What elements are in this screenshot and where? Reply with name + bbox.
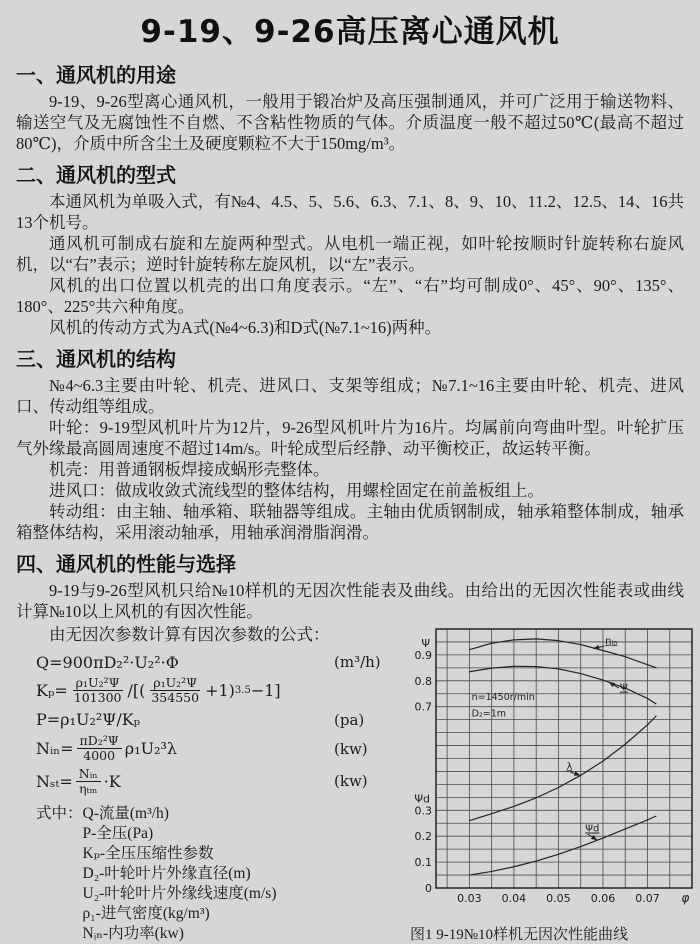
svg-text:n=1450r/min: n=1450r/min xyxy=(471,692,535,704)
formula-unit: (kw) xyxy=(334,772,368,791)
formula-motor-power: Nₛₜ= $\frac{\text{Nᵢₙ}}{\text{ηₜₘ}}$ ·K (kw) xyxy=(36,767,400,797)
svg-text:0.03: 0.03 xyxy=(457,892,482,905)
formula-column xyxy=(16,624,400,944)
section-3-paragraph: 进风口：做成收敛式流线型的整体结构，用螺栓固定在前盖板组上。 xyxy=(49,481,544,500)
svg-text:Ψd: Ψd xyxy=(414,792,430,806)
symbol-definition: Q-流量(m³/h) xyxy=(82,805,169,823)
formula-unit: (m³/h) xyxy=(334,653,381,671)
svg-text:0.07: 0.07 xyxy=(635,892,660,905)
fraction: $\frac{\text{ρ₁U₂²Ψ}}{101300}$ xyxy=(73,675,122,706)
section-3-paragraph: 机壳：用普通钢板焊接成蜗形壳整体。 xyxy=(49,460,330,479)
section-2-paragraph: 本通风机为单吸入式，有№4、4.5、5、5.6、6.3、7.1、8、9、10、11.2、12.5、14、16共13个机号。 xyxy=(16,192,684,232)
svg-text:0.3: 0.3 xyxy=(414,804,432,818)
page-title: 9-19、9-26高压离心通风机 xyxy=(140,14,560,50)
svg-text:0.1: 0.1 xyxy=(414,856,432,870)
symbol-definition: P-全压(Pa) xyxy=(82,825,154,843)
formula-list xyxy=(36,651,400,796)
section-4-heading: 四、通风机的性能与选择 xyxy=(16,552,236,576)
section-2-paragraph: 风机的出口位置以机壳的出口角度表示。“左”、“右”均可制成0°、45°、90°、135°、180°、225°共六种角度。 xyxy=(16,276,684,316)
where-label: 式中： xyxy=(36,805,83,823)
svg-text:Ψ: Ψ xyxy=(619,682,628,694)
svg-text:0: 0 xyxy=(425,882,432,895)
svg-text:Ψd: Ψd xyxy=(585,823,600,835)
svg-text:0.05: 0.05 xyxy=(546,892,571,905)
section-2-paragraph: 通风机可制成右旋和左旋两种型式。从电机一端正视，如叶轮按顺时针旋转称右旋风机，以“右”表示；逆时针旋转称左旋风机，以“左”表示。 xyxy=(16,234,684,274)
formula-unit: (pa) xyxy=(334,710,365,729)
figure-caption: 图1 9-19№10样机无因次性能曲线 xyxy=(410,927,629,943)
symbol-definition: ρ₁-进气密度(kg/m³) xyxy=(82,905,210,923)
section-1-heading: 一、通风机的用途 xyxy=(16,63,176,87)
symbol-definition: Nᵢₙ-内功率(kw) xyxy=(82,925,184,943)
svg-text:0.8: 0.8 xyxy=(414,674,432,688)
fraction: $\frac{\text{ρ₁U₂²Ψ}}{354550}$ xyxy=(151,675,200,706)
section-3-heading: 三、通风机的结构 xyxy=(16,347,176,371)
section-3-paragraph: №4~6.3主要由叶轮、机壳、进风口、支架等组成；№7.1~16主要由叶轮、机壳、进风口、传动组等组成。 xyxy=(16,376,684,416)
formula-unit: (kw) xyxy=(334,739,368,758)
formula-compressibility: Kₚ= $\frac{\text{ρ₁U₂²Ψ}}{101300}$ /[( $\frac{\text{ρ₁U₂²Ψ}}{354550}$ +1) 3.5 −1] xyxy=(36,675,281,706)
svg-text:D₂=1m: D₂=1m xyxy=(471,708,507,720)
section-3-paragraph: 转动组：由主轴、轴承箱、联轴器等组成。主轴由优质钢制成，轴承箱整体制成，轴承箱整体结构，采用滚动轴承，用轴承润滑脂润滑。 xyxy=(16,502,684,542)
svg-text:0.04: 0.04 xyxy=(501,892,527,905)
section-2-heading: 二、通风机的型式 xyxy=(16,163,176,187)
svg-text:0.7: 0.7 xyxy=(414,700,432,714)
symbol-definition: Kₚ-全压压缩性参数 xyxy=(82,845,214,863)
symbol-definition: D₂-叶轮叶片外缘直径(m) xyxy=(82,865,251,883)
fraction: $\frac{\text{πD₂²Ψ}}{4000}$ xyxy=(77,734,122,764)
svg-text:0.2: 0.2 xyxy=(414,830,432,844)
section-3-paragraph: 叶轮：9-19型风机叶片为12片，9-26型风机叶片为16片。均属前向弯曲叶型。叶轮扩压气外缘最高圆周速度不超过14m/s。叶轮成型后经静、动平衡校正，故运转平衡。 xyxy=(16,418,684,458)
svg-text:Ψ: Ψ xyxy=(421,637,430,651)
svg-text:ηᵢₙ: ηᵢₙ xyxy=(605,635,618,647)
formula-internal-power: Nᵢₙ= $\frac{\text{πD₂²Ψ}}{4000}$ ρ₁U₂³λ (kw) xyxy=(36,734,400,764)
section-1-paragraph: 9-19、9-26型离心通风机，一般用于锻冶炉及高压强制通风，并可广泛用于输送物料、输送空气及无腐蚀性不自燃、不含粘性物质的气体。介质温度一般不超过50℃(最高不超过80℃)，介质中所含尘土及硬度颗粒不大于150mg/m³。 xyxy=(16,92,684,153)
symbol-definition: U₂-叶轮叶片外缘线速度(m/s) xyxy=(82,885,277,903)
fraction: $\frac{\text{Nᵢₙ}}{\text{ηₜₘ}}$ xyxy=(76,767,101,797)
figure-column xyxy=(400,624,700,944)
symbol-definitions xyxy=(36,804,400,944)
svg-text:0.9: 0.9 xyxy=(414,648,432,662)
performance-chart xyxy=(400,624,700,912)
svg-text:λ: λ xyxy=(566,761,573,773)
svg-text:0.06: 0.06 xyxy=(590,892,616,905)
section-4-paragraph: 9-19与9-26型风机只给№10样机的无因次性能表及曲线。由给出的无因次性能表或曲线计算№10以上风机的有因次性能。 xyxy=(16,581,684,621)
formula-flow: Q=900πD₂²·U₂²·Φ (m³/h) xyxy=(36,651,400,673)
formula-pressure: P=ρ₁U₂²Ψ/Kₚ (pa) xyxy=(36,709,400,731)
svg-text:φ: φ xyxy=(681,891,690,905)
performance-block xyxy=(16,624,690,944)
formula-intro: 由无因次参数计算有因次参数的公式： xyxy=(49,625,330,644)
section-2-paragraph: 风机的传动方式为A式(№4~6.3)和D式(№7.1~16)两种。 xyxy=(49,318,442,337)
